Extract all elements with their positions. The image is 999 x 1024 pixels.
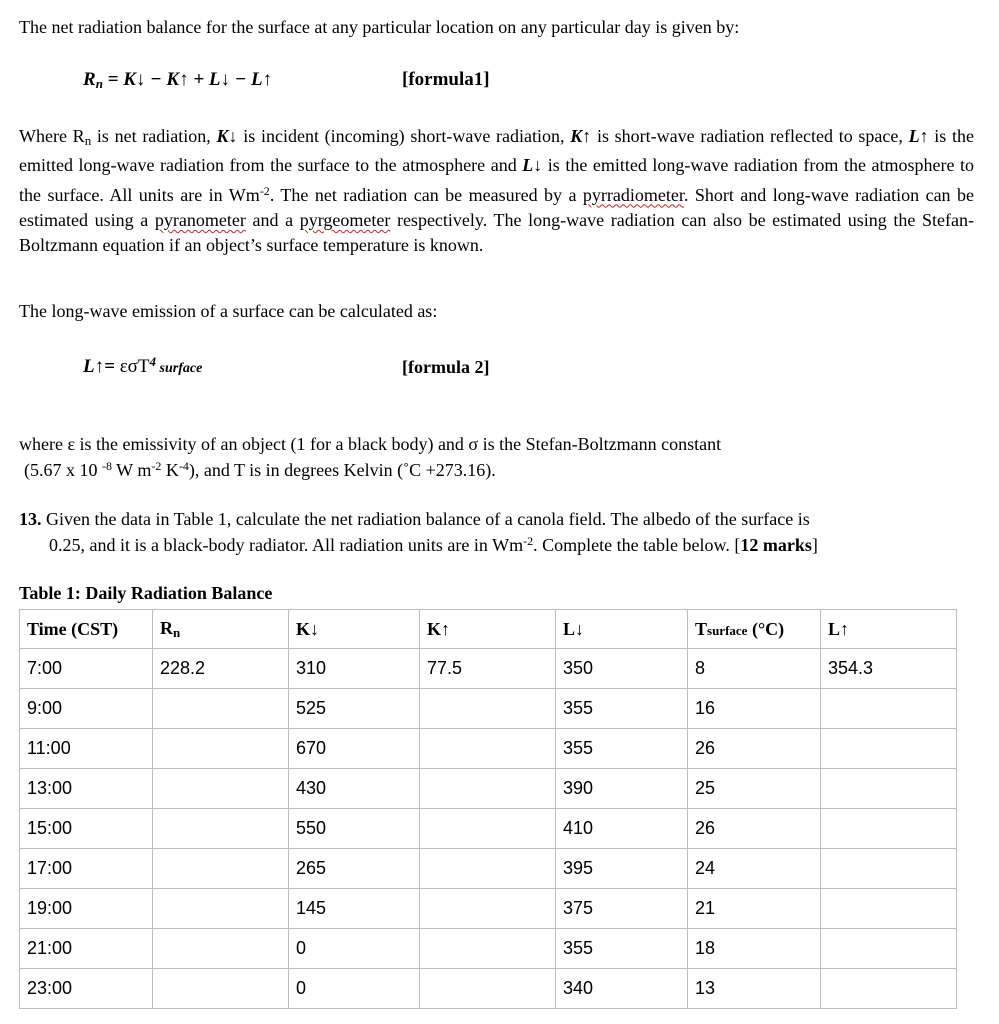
table-caption: Table 1: Daily Radiation Balance	[19, 583, 273, 603]
cell-k-down: 265	[289, 849, 420, 889]
cell-k-down: 145	[289, 889, 420, 929]
cell-l-up	[821, 809, 957, 849]
table-row	[20, 689, 957, 729]
cell-t-surface: 26	[688, 809, 821, 849]
cell-t-surface: 16	[688, 689, 821, 729]
cell-time: 7:00	[20, 649, 153, 689]
cell-t-surface: 24	[688, 849, 821, 889]
table-row	[20, 649, 957, 689]
formula-2-sub: surface	[156, 361, 203, 376]
cell-t-surface: 25	[688, 769, 821, 809]
definitions-paragraph: Where Rn is net radiation, K↓ is incident (incoming) short-wave radiation, K↑ is short-wave radiation reflected to space, L↑ is the emitted long-wave radiation from the surface to the atmosphere and L↓ is the emitted long-wave radiation from the atmosphere to the surface. All units are in $Wm^{-2}$. The net radiation can be measured by a pyrradiometer. Short and long-wave radiation can be estimated using a pyranometer and a pyrgeometer respectively. The long-wave radiation can also be estimated using the Stefan-Boltzmann equation if an object’s surface temperature is known.	[19, 126, 975, 256]
cell-l-down: 340	[556, 969, 688, 1009]
cell-l-down: 390	[556, 769, 688, 809]
cell-rn	[153, 769, 289, 809]
cell-k-up	[420, 849, 556, 889]
table-row	[20, 889, 957, 929]
spellcheck-pyranometer[interactable]: pyranometer	[154, 209, 246, 230]
cell-l-down: 395	[556, 849, 688, 889]
formula-1-rhs: = K↓ − K↑ + L↓ − L↑	[102, 69, 273, 90]
cell-rn	[153, 689, 289, 729]
cell-k-down: 525	[289, 689, 420, 729]
cell-k-up	[420, 689, 556, 729]
cell-rn	[153, 889, 289, 929]
formula-2	[83, 354, 202, 378]
question-13-line-2: 0.25, and it is a black-body radiator. All radiation units are in $Wm^{-2}$. Complete the table below. [12 marks]	[49, 534, 818, 555]
cell-time: 19:00	[20, 889, 153, 929]
header-t-surface: Tsurface (°C)	[688, 610, 821, 649]
formula-2-sup: 4	[149, 354, 157, 369]
header-l-down: L↓	[556, 610, 688, 649]
radiation-table	[19, 609, 957, 1009]
table-row	[20, 849, 957, 889]
table-row	[20, 929, 957, 969]
cell-time: 17:00	[20, 849, 153, 889]
cell-rn	[153, 929, 289, 969]
cell-k-up	[420, 729, 556, 769]
cell-t-surface: 26	[688, 729, 821, 769]
where-line-1: where ε is the emissivity of an object (1 for a black body) and σ is the Stefan-Boltzmann constant	[19, 434, 722, 454]
cell-k-up: 77.5	[420, 649, 556, 689]
intro-text: The net radiation balance for the surface at any particular location on any particular day is given by:	[19, 17, 740, 37]
table-header-row	[20, 610, 957, 649]
formula-2-lhs: L↑=	[83, 356, 115, 377]
cell-time: 21:00	[20, 929, 153, 969]
cell-k-up	[420, 929, 556, 969]
cell-l-up	[821, 729, 957, 769]
cell-l-down: 350	[556, 649, 688, 689]
cell-time: 11:00	[20, 729, 153, 769]
cell-time: 15:00	[20, 809, 153, 849]
cell-k-down: 430	[289, 769, 420, 809]
cell-k-up	[420, 769, 556, 809]
formula-1-tag: [formula1]	[402, 69, 490, 90]
table-row	[20, 809, 957, 849]
table-row	[20, 729, 957, 769]
question-13-line-1: 13. Given the data in Table 1, calculate the net radiation balance of a canola field. The albedo of the surface is	[19, 509, 810, 529]
cell-k-down: 0	[289, 929, 420, 969]
spellcheck-pyrradiometer[interactable]: pyrradiometer	[582, 184, 684, 205]
cell-l-up	[821, 969, 957, 1009]
cell-l-down: 355	[556, 929, 688, 969]
cell-l-down: 375	[556, 889, 688, 929]
formula-1-lhs-sub: n	[95, 76, 103, 91]
formula-1	[83, 69, 272, 92]
formula-2-rhs: εσT	[114, 356, 150, 377]
cell-t-surface: 8	[688, 649, 821, 689]
cell-rn	[153, 809, 289, 849]
cell-time: 9:00	[20, 689, 153, 729]
cell-rn	[153, 969, 289, 1009]
table-row	[20, 769, 957, 809]
cell-k-down: 670	[289, 729, 420, 769]
cell-l-down: 355	[556, 689, 688, 729]
where-line-2: (5.67 x 10 $^{-8}$ W $m^{-2}$ $K^{-4}$), and T is in degrees Kelvin (˚C +273.16).	[24, 459, 496, 480]
cell-t-surface: 13	[688, 969, 821, 1009]
header-k-down: K↓	[289, 610, 420, 649]
question-number: 13.	[19, 509, 42, 529]
cell-k-down: 310	[289, 649, 420, 689]
cell-k-up	[420, 969, 556, 1009]
cell-k-up	[420, 809, 556, 849]
cell-rn	[153, 729, 289, 769]
cell-l-up	[821, 889, 957, 929]
cell-time: 23:00	[20, 969, 153, 1009]
formula-2-tag: [formula 2]	[402, 357, 490, 377]
cell-time: 13:00	[20, 769, 153, 809]
table-row	[20, 969, 957, 1009]
cell-l-down: 355	[556, 729, 688, 769]
cell-l-up	[821, 769, 957, 809]
header-k-up: K↑	[420, 610, 556, 649]
marks: 12 marks	[740, 535, 812, 555]
cell-l-down: 410	[556, 809, 688, 849]
cell-rn: 228.2	[153, 649, 289, 689]
header-l-up: L↑	[821, 610, 957, 649]
cell-k-down: 550	[289, 809, 420, 849]
cell-l-up	[821, 689, 957, 729]
cell-l-up: 354.3	[821, 649, 957, 689]
cell-t-surface: 18	[688, 929, 821, 969]
formula-1-lhs: R	[83, 69, 96, 90]
header-rn: Rn	[153, 610, 289, 649]
cell-rn	[153, 849, 289, 889]
cell-k-down: 0	[289, 969, 420, 1009]
cell-l-up	[821, 849, 957, 889]
cell-k-up	[420, 889, 556, 929]
header-time: Time (CST)	[20, 610, 153, 649]
cell-l-up	[821, 929, 957, 969]
emission-intro: The long-wave emission of a surface can be calculated as:	[19, 301, 438, 321]
cell-t-surface: 21	[688, 889, 821, 929]
spellcheck-pyrgeometer[interactable]: pyrgeometer	[299, 209, 391, 230]
